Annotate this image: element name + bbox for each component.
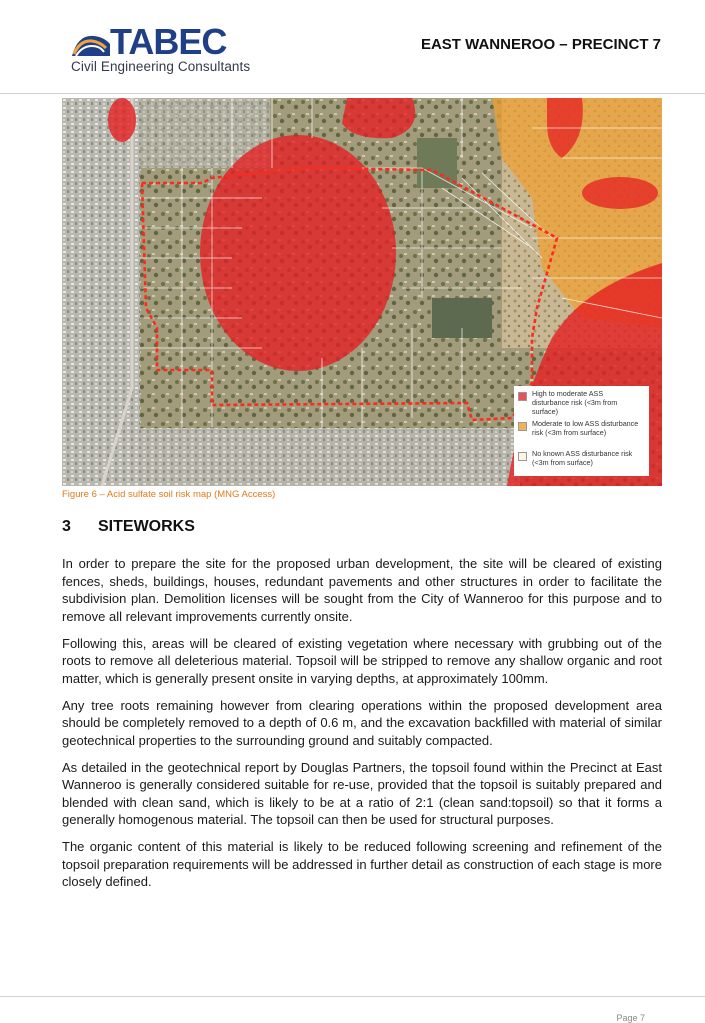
paragraph: The organic content of this material is likely to be reduced following screening and refinement of the topsoil preparation requirements will be addressed in further detail as construction of each stage is more closely defined.: [62, 839, 662, 889]
paragraph: Any tree roots remaining however from clearing operations within the proposed development area should be completely removed to a depth of 0.6 m, and the excavation backfilled with material of similar geotechnical properties to the surrounding ground and suitably compacted.: [62, 697, 662, 748]
body-text: [62, 555, 662, 900]
logo-subtitle: Civil Engineering Consultants: [71, 59, 251, 74]
legend-swatch-moderate: [518, 422, 527, 431]
acid-sulfate-soil-risk-map: [62, 98, 662, 486]
paragraph: In order to prepare the site for the proposed urban development, the site will be cleared of existing fences, sheds, buildings, houses, redundant pavements and other structures in order to facilitate the subdivision plan. Demolition licenses will be sought from the City of Wanneroo for this purpose and to remove all relevant improvements currently onsite.: [62, 556, 662, 624]
wave-logo-icon: [70, 30, 114, 58]
footer-divider: [0, 996, 705, 997]
figure-caption: Figure 6 – Acid sulfate soil risk map (MNG Access): [62, 489, 276, 500]
legend-label: High to moderate ASS disturbance risk (<3m from surface): [532, 389, 618, 416]
document-title: EAST WANNEROO – PRECINCT 7: [420, 36, 661, 53]
tabec-logo: [70, 21, 251, 78]
legend-label: Moderate to low ASS disturbance risk (<3m from surface): [532, 419, 639, 437]
logo-wordmark: TABEC: [110, 21, 227, 62]
legend-label: No known ASS disturbance risk (<3m from surface): [532, 449, 633, 467]
page-number: Page 7: [616, 1013, 645, 1023]
map-legend: [514, 386, 649, 476]
page-header: [0, 0, 705, 94]
legend-swatch-high: [518, 392, 527, 401]
paragraph: Following this, areas will be cleared of existing vegetation where necessary with grubbing out of the roots to remove all deleterious material. Topsoil will be stripped to remove any shallow organic and root matter, which is generally present onsite in varying depths, at approximately 100mm.: [62, 635, 662, 686]
section-heading: [62, 518, 195, 536]
paragraph: As detailed in the geotechnical report by Douglas Partners, the topsoil found within the Precinct at East Wanneroo is generally considered suitable for re-use, provided that the topsoil is suitably prepared and blended with clean sand, which is likely to be at a ratio of 2:1 (clean sand:topsoil) so that it forms a generally homogenous material. The topsoil can then be used for structural purposes.: [62, 759, 662, 827]
section-number: 3: [62, 518, 71, 535]
legend-swatch-none: [518, 452, 527, 461]
header-divider: [0, 93, 705, 94]
section-title: SITEWORKS: [98, 518, 195, 535]
